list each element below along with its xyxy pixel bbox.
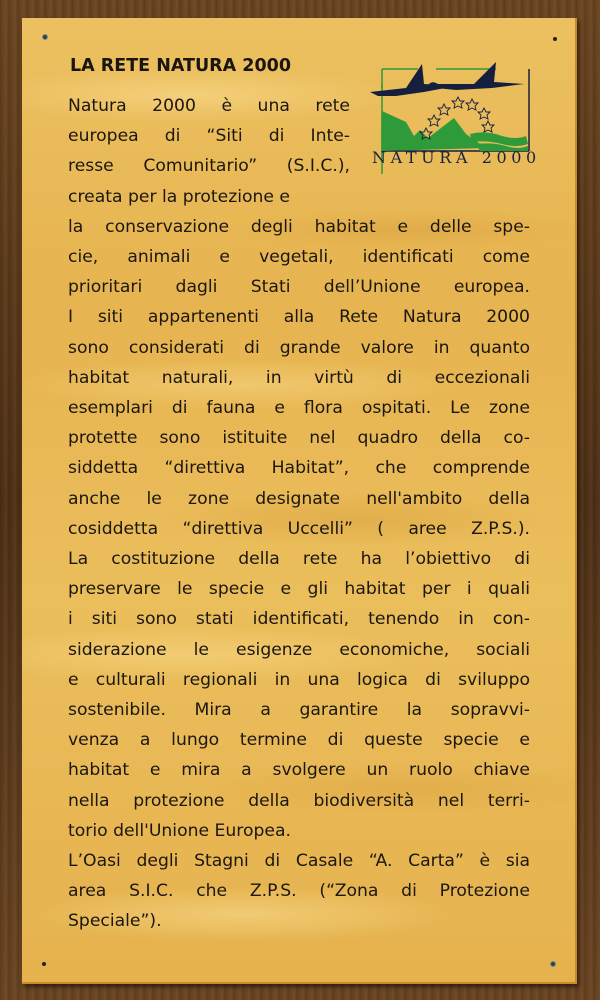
nail-icon xyxy=(553,37,557,41)
sign-title: LA RETE NATURA 2000 xyxy=(70,56,291,76)
text-line: L’Oasi degli Stagni di Casale “A. Carta” è sia xyxy=(68,851,530,872)
text-line: protette sono istituite nel quadro della co- xyxy=(68,428,530,449)
text-line: sono considerati di grande valore in quanto xyxy=(68,337,530,358)
text-line: area S.I.C. che Z.P.S. (“Zona di Protezione xyxy=(68,881,530,902)
text-line: creata per la protezione e xyxy=(68,186,291,207)
sign-body-text xyxy=(68,91,530,937)
text-line: siderazione le esigenze economiche, sociali xyxy=(68,639,530,660)
screw-icon xyxy=(42,34,48,40)
text-line: Speciale”). xyxy=(68,911,162,932)
text-line: habitat naturali, in virtù di eccezionali xyxy=(68,367,530,388)
text-line: habitat e mira a svolgere un ruolo chiave xyxy=(68,760,530,781)
text-line: resse Comunitario” (S.I.C.), xyxy=(68,156,350,177)
text-line: venza a lungo termine di queste specie e xyxy=(68,730,530,751)
text-line: preservare le specie e gli habitat per i quali xyxy=(68,579,530,600)
text-line: esemplari di fauna e flora ospitati. Le zone xyxy=(68,398,530,419)
text-line: I siti appartenenti alla Rete Natura 2000 xyxy=(68,307,530,328)
logo-caption: NATURA 2000 xyxy=(372,148,541,167)
text-line: torio dell'Unione Europea. xyxy=(68,820,291,841)
text-line: siddetta “direttiva Habitat”, che comprende xyxy=(68,458,530,479)
screw-icon xyxy=(550,961,556,967)
text-line: Natura 2000 è una rete xyxy=(68,96,350,116)
nail-icon xyxy=(42,962,46,966)
text-line: sostenibile. Mira a garantire la sopravvi- xyxy=(68,700,530,721)
text-line: cosiddetta “direttiva Uccelli” ( aree Z.P.S.). xyxy=(68,518,530,539)
text-line: nella protezione della biodiversità nel terri- xyxy=(68,790,530,811)
text-line: La costituzione della rete ha l’obiettivo di xyxy=(68,549,530,570)
text-line: cie, animali e vegetali, identificati come xyxy=(68,247,530,268)
text-line: prioritari dagli Stati dell’Unione europea. xyxy=(68,277,530,298)
text-line: i siti sono stati identificati, tenendo in con- xyxy=(68,609,530,630)
text-line: e culturali regionali in una logica di sviluppo xyxy=(68,669,530,690)
text-line: anche le zone designate nell'ambito della xyxy=(68,488,530,509)
text-line: la conservazione degli habitat e delle spe- xyxy=(68,216,530,237)
text-line: europea di “Siti di Inte- xyxy=(68,126,350,147)
